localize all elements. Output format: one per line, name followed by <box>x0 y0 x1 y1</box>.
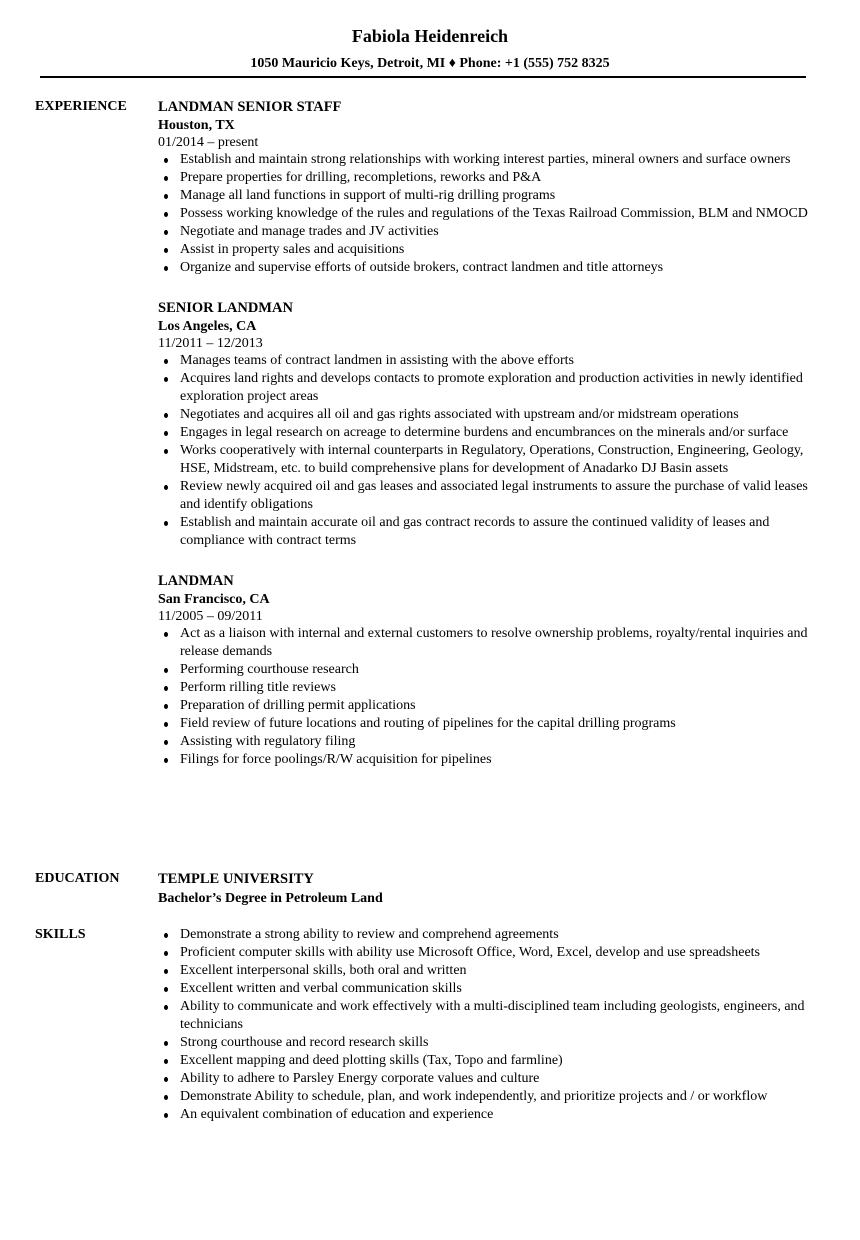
list-item: Establish and maintain strong relationships with working interest parties, mineral owners and surface owners <box>158 151 818 169</box>
list-item: Possess working knowledge of the rules and regulations of the Texas Railroad Commission, BLM and NMOCD <box>158 205 818 223</box>
resume-header <box>0 24 860 73</box>
list-item: Excellent mapping and deed plotting skills (Tax, Topo and farmline) <box>158 1052 818 1070</box>
list-item: Manage all land functions in support of multi-rig drilling programs <box>158 187 818 205</box>
list-item: Strong courthouse and record research skills <box>158 1034 818 1052</box>
job-location: Los Angeles, CA <box>158 319 257 334</box>
list-item: Act as a liaison with internal and external customers to resolve ownership problems, royalty/rental inquiries and release demands <box>158 625 818 661</box>
list-item: Preparation of drilling permit applications <box>158 697 818 715</box>
list-item: Prepare properties for drilling, recompletions, reworks and P&A <box>158 169 818 187</box>
job-bullets <box>158 625 818 769</box>
job-entry <box>158 98 818 277</box>
list-item: Ability to communicate and work effectively with a multi-disciplined team including geologists, engineers, and technicians <box>158 998 818 1034</box>
list-item: Excellent interpersonal skills, both oral and written <box>158 962 818 980</box>
list-item: Assisting with regulatory filing <box>158 733 818 751</box>
job-location: Houston, TX <box>158 118 235 133</box>
list-item: Engages in legal research on acreage to determine burdens and encumbrances on the minerals and/or surface <box>158 424 818 442</box>
skills-body <box>158 926 818 1124</box>
list-item: Ability to adhere to Parsley Energy corporate values and culture <box>158 1070 818 1088</box>
list-item: Assist in property sales and acquisitions <box>158 241 818 259</box>
header-divider <box>40 76 806 78</box>
job-title: LANDMAN SENIOR STAFF <box>158 99 342 115</box>
list-item: Works cooperatively with internal counterparts in Regulatory, Operations, Construction, Engineering, Geology, HSE, Midstream, etc. to build comprehensive plans for development of Anadarko DJ Basin assets <box>158 442 818 478</box>
degree: Bachelor’s Degree in Petroleum Land <box>158 891 383 906</box>
job-dates: 01/2014 – present <box>158 135 259 150</box>
school-name: TEMPLE UNIVERSITY <box>158 871 314 887</box>
list-item: Organize and supervise efforts of outside brokers, contract landmen and title attorneys <box>158 259 818 277</box>
job-bullets <box>158 151 818 277</box>
list-item: Performing courthouse research <box>158 661 818 679</box>
list-item: Acquires land rights and develops contacts to promote exploration and production activities in newly identified exploration project areas <box>158 370 818 406</box>
skills-list <box>158 926 818 1124</box>
list-item: Negotiates and acquires all oil and gas rights associated with upstream and/or midstream operations <box>158 406 818 424</box>
section-label-education: EDUCATION <box>35 871 120 886</box>
list-item: An equivalent combination of education and experience <box>158 1106 818 1124</box>
list-item: Demonstrate a strong ability to review and comprehend agreements <box>158 926 818 944</box>
job-entry <box>158 299 818 550</box>
job-title: SENIOR LANDMAN <box>158 300 293 316</box>
list-item: Excellent written and verbal communication skills <box>158 980 818 998</box>
list-item: Proficient computer skills with ability use Microsoft Office, Word, Excel, develop and use spreadsheets <box>158 944 818 962</box>
job-dates: 11/2005 – 09/2011 <box>158 609 263 624</box>
contact-line: 1050 Mauricio Keys, Detroit, MI ♦ Phone: +1 (555) 752 8325 <box>250 56 610 71</box>
section-label-experience: EXPERIENCE <box>35 99 127 114</box>
list-item: Manages teams of contract landmen in assisting with the above efforts <box>158 352 818 370</box>
list-item: Demonstrate Ability to schedule, plan, and work independently, and prioritize projects and / or workflow <box>158 1088 818 1106</box>
education-body <box>158 870 818 908</box>
job-bullets <box>158 352 818 550</box>
section-label-skills: SKILLS <box>35 927 86 942</box>
list-item: Negotiate and manage trades and JV activities <box>158 223 818 241</box>
list-item: Review newly acquired oil and gas leases and associated legal instruments to assure the purchase of valid leases and identify obligations <box>158 478 818 514</box>
experience-body <box>158 98 818 769</box>
job-location: San Francisco, CA <box>158 592 270 607</box>
list-item: Filings for force poolings/R/W acquisition for pipelines <box>158 751 818 769</box>
job-entry <box>158 572 818 769</box>
job-title: LANDMAN <box>158 573 234 589</box>
list-item: Perform rilling title reviews <box>158 679 818 697</box>
list-item: Field review of future locations and routing of pipelines for the capital drilling programs <box>158 715 818 733</box>
job-dates: 11/2011 – 12/2013 <box>158 336 263 351</box>
candidate-name: Fabiola Heidenreich <box>351 26 509 46</box>
list-item: Establish and maintain accurate oil and gas contract records to assure the continued validity of leases and compliance with contract terms <box>158 514 818 550</box>
